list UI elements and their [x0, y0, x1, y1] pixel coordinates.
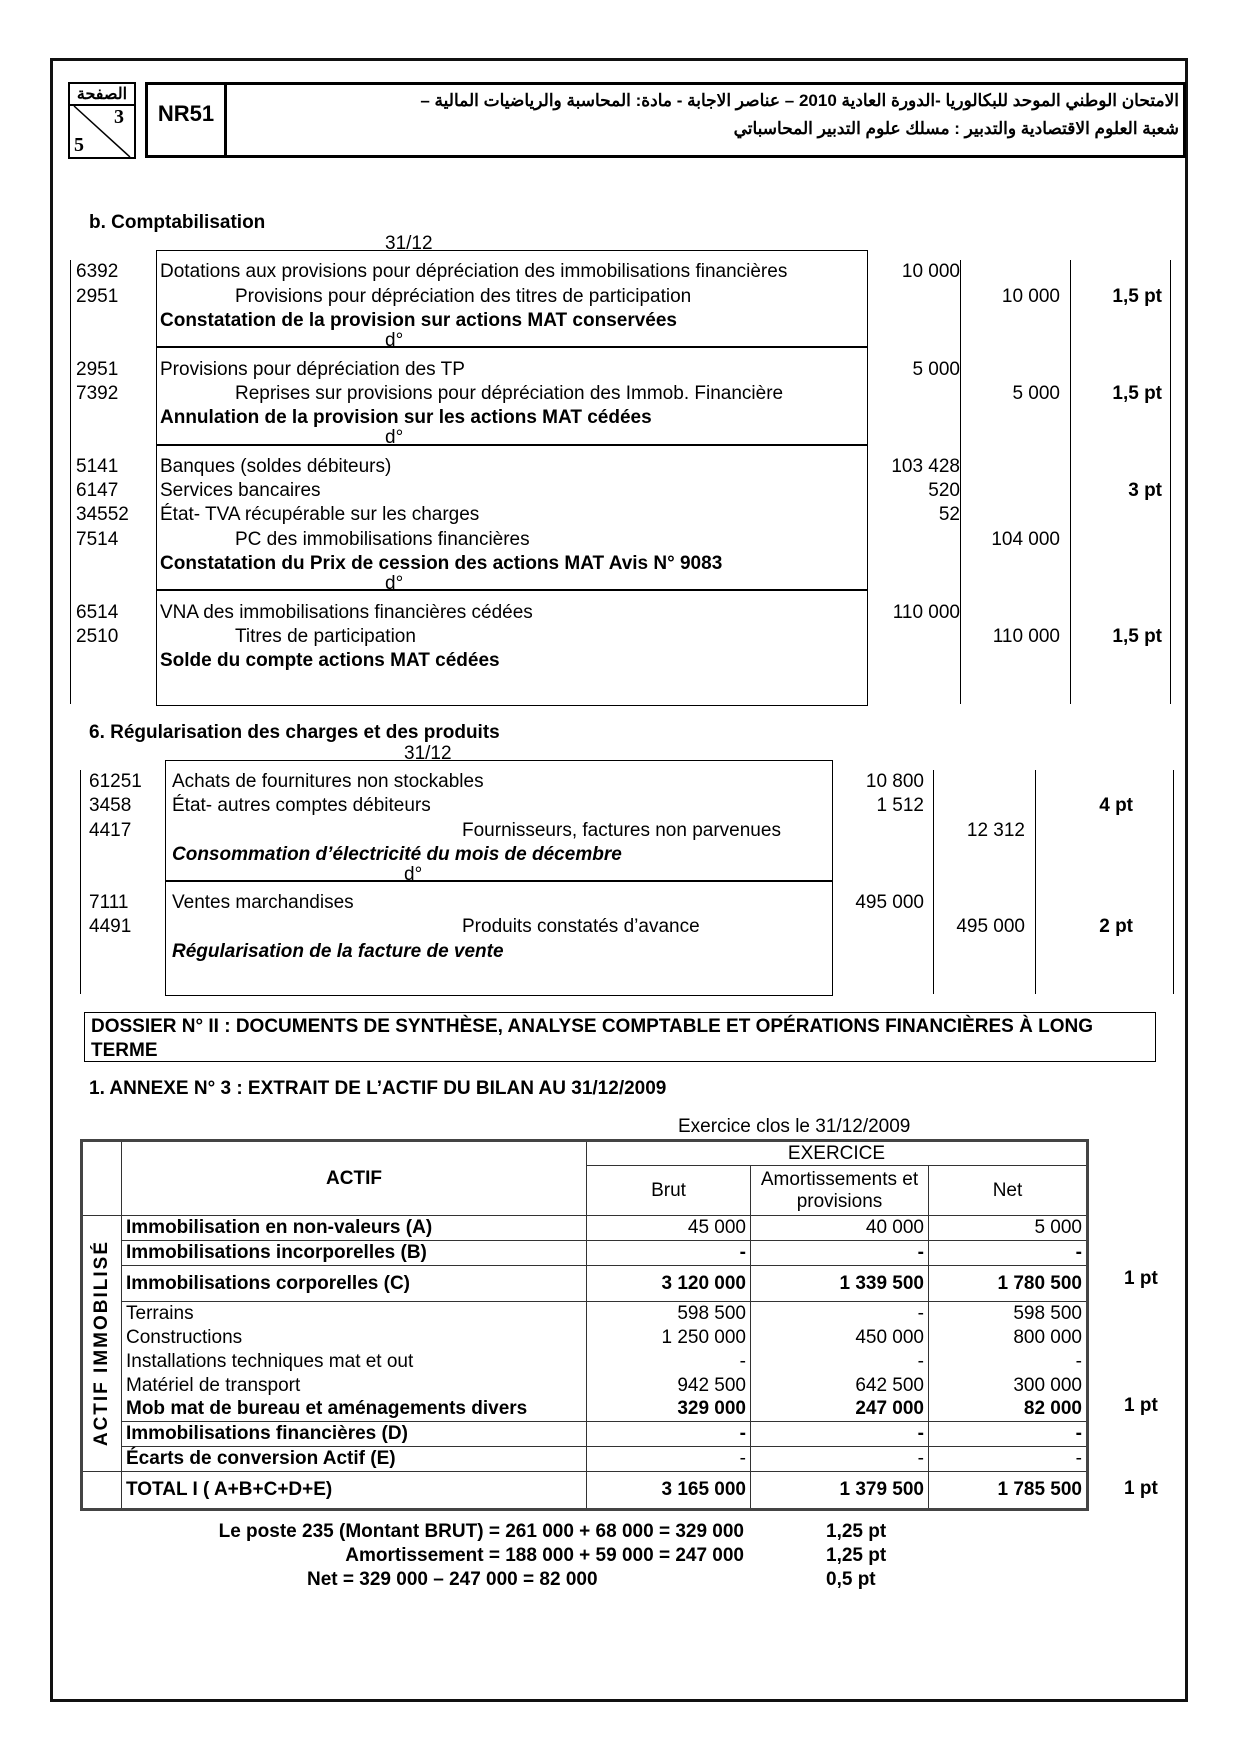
entry-label: Achats de fournitures non stockables [172, 771, 484, 793]
row-label: Terrains [122, 1302, 587, 1326]
cell-amort: 1 379 500 [751, 1472, 929, 1510]
column-rule [80, 770, 81, 994]
account-number: 6147 [76, 480, 119, 501]
exam-header [145, 82, 1186, 158]
table-row [82, 1302, 1088, 1326]
table-caption: Exercice clos le 31/12/2009 [678, 1116, 911, 1137]
account-number: 7111 [89, 892, 129, 914]
column-rule [960, 260, 961, 703]
entry-label: Services bancaires [160, 480, 321, 501]
entry-box [156, 590, 868, 705]
section-title-comptabilisation: b. Comptabilisation [89, 212, 266, 233]
entry-date: 31/12 [385, 233, 433, 254]
cell-net: - [929, 1447, 1088, 1472]
header-exercice: EXERCICE [587, 1141, 1088, 1166]
account-number: 4417 [89, 819, 132, 841]
entry-date: d° [404, 864, 423, 885]
row-label: Matériel de transport [122, 1374, 587, 1398]
cell-net: 1 780 500 [929, 1266, 1088, 1302]
credit-amount: 104 000 [991, 528, 1060, 550]
side-label-actif-immobilise: ACTIF IMMOBILISÉ [91, 1240, 112, 1447]
entry-label: Dotations aux provisions pour dépréciation des immobilisations financières [160, 261, 788, 283]
entry-box [156, 445, 868, 591]
table-row [82, 1398, 1088, 1422]
cell-amort: 40 000 [751, 1216, 929, 1241]
row-label: Immobilisation en non-valeurs (A) [122, 1216, 587, 1241]
row-label: TOTAL I ( A+B+C+D+E) [122, 1472, 587, 1510]
cell-net: - [929, 1350, 1088, 1374]
entry-label: État- autres comptes débiteurs [172, 795, 431, 817]
entry-label: Reprises sur provisions pour dépréciation des Immob. Financière [235, 382, 784, 404]
entry-box [156, 250, 868, 347]
account-number: 6392 [76, 261, 119, 283]
account-number: 2951 [76, 285, 119, 307]
account-number: 7514 [76, 528, 119, 550]
cell-brut: 3 165 000 [587, 1472, 751, 1510]
cell-net: 300 000 [929, 1374, 1088, 1398]
points-score: 1,5 pt [1112, 382, 1162, 404]
cell-amort: 1 339 500 [751, 1266, 929, 1302]
account-number: 7392 [76, 382, 119, 404]
points-score: 1,5 pt [1112, 625, 1162, 647]
column-rule [1170, 260, 1171, 703]
entry-label: Produits constatés d’avance [462, 916, 700, 938]
account-number: 6514 [76, 601, 119, 623]
column-rule [1035, 770, 1036, 994]
account-number: 2951 [76, 358, 119, 380]
dossier-title: DOSSIER N° II : DOCUMENTS DE SYNTHÈSE, ANALYSE COMPTABLE ET OPÉRATIONS FINANCIÈRES À LONG TERME [84, 1012, 1156, 1062]
account-number: 5141 [76, 455, 119, 477]
cell-amort: 450 000 [751, 1326, 929, 1350]
header-amortissements: Amortissements et provisions [751, 1166, 929, 1216]
section-title-regularisation: 6. Régularisation des charges et des produits [89, 722, 500, 743]
entry-label: Ventes marchandises [172, 892, 354, 914]
cell-brut: 3 120 000 [587, 1266, 751, 1302]
header-actif: ACTIF [122, 1141, 587, 1216]
entry-date: d° [385, 330, 404, 352]
total-row [82, 1472, 1088, 1510]
column-rule [933, 770, 934, 994]
points-score: 1 pt [1124, 1268, 1158, 1289]
table-row [82, 1447, 1088, 1472]
cell-net: 82 000 [929, 1398, 1088, 1422]
cell-amort: 642 500 [751, 1374, 929, 1398]
column-rule [70, 260, 71, 703]
column-rule [1173, 770, 1174, 994]
cell-amort: - [751, 1241, 929, 1266]
cell-amort: - [751, 1447, 929, 1472]
debit-amount: 5 000 [912, 358, 960, 380]
entry-label: Banques (soldes débiteurs) [160, 455, 392, 477]
cell-brut: - [587, 1241, 751, 1266]
points-score: 4 pt [1099, 795, 1133, 817]
entry-box [156, 347, 868, 444]
row-label: Installations techniques mat et out [122, 1350, 587, 1374]
cell-amort: - [751, 1302, 929, 1326]
credit-amount: 495 000 [956, 916, 1025, 938]
entry-box [165, 881, 833, 996]
page-total: 5 [74, 134, 84, 156]
entry-label: Constatation du Prix de cession des actions MAT Avis N° 9083 [160, 552, 723, 574]
side-label-cell [82, 1472, 122, 1510]
calculation-points: 1,25 pt [826, 1545, 887, 1566]
cell-brut: - [587, 1422, 751, 1447]
table-row [82, 1374, 1088, 1398]
cell-amort: - [751, 1350, 929, 1374]
annexe-title: 1. ANNEXE N° 3 : EXTRAIT DE L’ACTIF DU BILAN AU 31/12/2009 [89, 1078, 667, 1099]
entry-label: Constatation de la provision sur actions MAT conservées [160, 309, 677, 331]
cell-brut: - [587, 1447, 751, 1472]
calculation-line: Le poste 235 (Montant BRUT) = 261 000 + 68 000 = 329 000 [218, 1521, 744, 1542]
entry-date: d° [385, 573, 404, 595]
points-score: 1 pt [1124, 1478, 1158, 1499]
table-row [82, 1216, 1088, 1241]
column-rule [1070, 260, 1071, 703]
header-brut: Brut [587, 1166, 751, 1216]
cell-brut: 329 000 [587, 1398, 751, 1422]
cell-amort: 247 000 [751, 1398, 929, 1422]
cell-net: 800 000 [929, 1326, 1088, 1350]
cell-net: 598 500 [929, 1302, 1088, 1326]
cell-net: 5 000 [929, 1216, 1088, 1241]
entry-label: Fournisseurs, factures non parvenues [462, 819, 781, 841]
cell-brut: 1 250 000 [587, 1326, 751, 1350]
debit-amount: 10 800 [865, 771, 924, 793]
exam-title: الامتحان الوطني الموحد للبكالوريا -الدورة العادية 2010 – عناصر الاجابة - مادة: المحاسبة والرياضيات المالية – [420, 91, 1179, 110]
entry-box [165, 760, 833, 881]
table-row [82, 1350, 1088, 1374]
debit-amount: 110 000 [892, 601, 960, 623]
debit-amount: 52 [938, 504, 960, 526]
entry-label: État- TVA récupérable sur les charges [160, 504, 480, 526]
cell-net: 1 785 500 [929, 1472, 1088, 1510]
entry-date: 31/12 [404, 743, 452, 764]
account-number: 34552 [76, 504, 129, 526]
table-row [82, 1266, 1088, 1302]
cell-brut: 598 500 [587, 1302, 751, 1326]
debit-amount: 495 000 [855, 892, 924, 914]
credit-amount: 10 000 [1001, 285, 1060, 307]
cell-net: - [929, 1241, 1088, 1266]
credit-amount: 110 000 [992, 625, 1060, 647]
debit-amount: 1 512 [876, 795, 924, 817]
calculation-points: 1,25 pt [826, 1521, 887, 1542]
table-row [82, 1326, 1088, 1350]
exam-code: NR51 [148, 85, 227, 155]
entry-label: VNA des immobilisations financières cédées [160, 601, 533, 623]
entry-label: Provisions pour dépréciation des titres de participation [235, 285, 692, 307]
entry-label: Consommation d’électricité du mois de décembre [172, 843, 622, 865]
account-number: 4491 [89, 916, 132, 938]
row-label: Mob mat de bureau et aménagements divers [122, 1398, 587, 1422]
row-label: Écarts de conversion Actif (E) [122, 1447, 587, 1472]
cell-brut: 942 500 [587, 1374, 751, 1398]
points-score: 1,5 pt [1112, 285, 1162, 307]
row-label: Immobilisations financières (D) [122, 1422, 587, 1447]
points-score: 1 pt [1124, 1395, 1158, 1416]
debit-amount: 520 [928, 480, 960, 501]
debit-amount: 103 428 [891, 455, 960, 477]
cell-net: - [929, 1422, 1088, 1447]
entry-label: PC des immobilisations financières [235, 528, 530, 550]
table-row [82, 1241, 1088, 1266]
cell-amort: - [751, 1422, 929, 1447]
account-number: 2510 [76, 625, 119, 647]
account-number: 61251 [89, 771, 142, 793]
page-number: 3 [114, 106, 124, 128]
calculation-line: Amortissement = 188 000 + 59 000 = 247 000 [345, 1545, 744, 1566]
page-number-box [68, 82, 136, 159]
debit-amount: 10 000 [901, 261, 960, 283]
entry-label: Annulation de la provision sur les actions MAT cédées [160, 407, 652, 429]
row-label: Immobilisations corporelles (C) [122, 1266, 587, 1302]
cell-brut: - [587, 1350, 751, 1374]
credit-amount: 5 000 [1012, 382, 1060, 404]
points-score: 2 pt [1099, 916, 1133, 938]
entry-label: Provisions pour dépréciation des TP [160, 358, 465, 380]
entry-label: Solde du compte actions MAT cédées [160, 650, 500, 672]
row-label: Immobilisations incorporelles (B) [122, 1241, 587, 1266]
cell-brut: 45 000 [587, 1216, 751, 1241]
entry-label: Régularisation de la facture de vente [172, 940, 504, 962]
credit-amount: 12 312 [966, 819, 1025, 841]
points-score: 3 pt [1128, 480, 1162, 501]
balance-sheet-table [80, 1139, 1089, 1511]
exam-stream: شعبة العلوم الاقتصادية والتدبير : مسلك علوم التدبير المحاسباتي [733, 119, 1179, 138]
page-label: الصفحة [70, 84, 134, 106]
table-row [82, 1422, 1088, 1447]
row-label: Constructions [122, 1326, 587, 1350]
side-label-cell [82, 1216, 122, 1472]
calculation-points: 0,5 pt [826, 1569, 876, 1590]
entry-label: Titres de participation [235, 625, 416, 647]
header-net: Net [929, 1166, 1088, 1216]
calculation-line: Net = 329 000 – 247 000 = 82 000 [307, 1569, 598, 1590]
account-number: 3458 [89, 795, 132, 817]
entry-date: d° [385, 427, 404, 449]
